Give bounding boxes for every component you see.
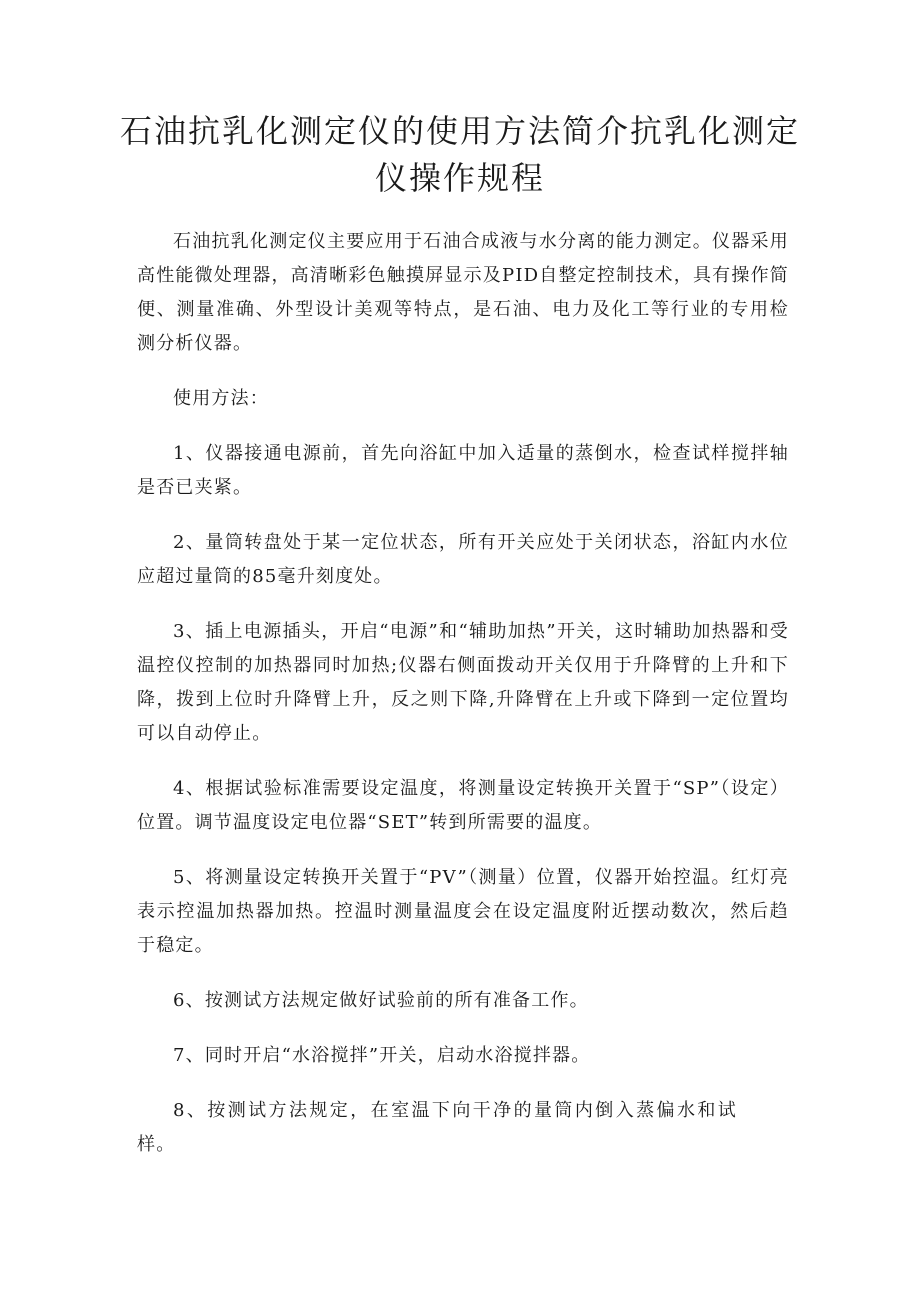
- paragraph-step-1: 1、仪器接通电源前，首先向浴缸中加入适量的蒸倒水，检查试样搅拌轴是否已夹紧。: [137, 443, 789, 498]
- paragraph-step-5: 5、将测量设定转换开关置于“PV”（测量）位置，仪器开始控温。红灯亮表示控温加热器加热。控温时测量温度会在设定温度附近摆动数次，然后趋于稳定。: [137, 867, 789, 956]
- paragraph-step-8: 8、按测试方法规定，在室温下向干净的量筒内倒入蒸偏水和试样。: [137, 1100, 737, 1155]
- paragraph-step-2: 2、量筒转盘处于某一定位状态，所有开关应处于关闭状态，浴缸内水位应超过量筒的85毫升刻度处。: [137, 532, 789, 587]
- document-title: 石油抗乳化测定仪的使用方法简介抗乳化测定仪操作规程: [120, 112, 801, 197]
- paragraph-step-4: 4、根据试验标准需要设定温度，将测量设定转换开关置于“SP”（设定）位置。调节温度设定电位器“SET”转到所需要的温度。: [137, 778, 789, 833]
- paragraph-step-6: 6、按测试方法规定做好试验前的所有准备工作。: [173, 990, 589, 1011]
- paragraph-step-7: 7、同时开启“水浴搅拌”开关，启动水浴搅拌器。: [173, 1045, 591, 1066]
- paragraph-intro: 石油抗乳化测定仪主要应用于石油合成液与水分离的能力测定。仪器采用高性能微处理器，高清晰彩色触摸屏显示及PID自整定控制技术，具有操作简便、测量准确、外型设计美观等特点，是石油、电力及化工等行业的专用检测分析仪器。: [137, 231, 789, 354]
- document-body: [137, 225, 789, 1183]
- paragraph-usage-heading: 使用方法：: [173, 388, 269, 409]
- paragraph-step-3: 3、插上电源插头，开启“电源”和“辅助加热”开关，这时辅助加热器和受温控仪控制的加热器同时加热;仪器右侧面拨动开关仅用于升降臂的上升和下降，拨到上位时升降臂上升，反之则下降,升降臂在上升或下降到一定位置均可以自动停止。: [137, 621, 789, 744]
